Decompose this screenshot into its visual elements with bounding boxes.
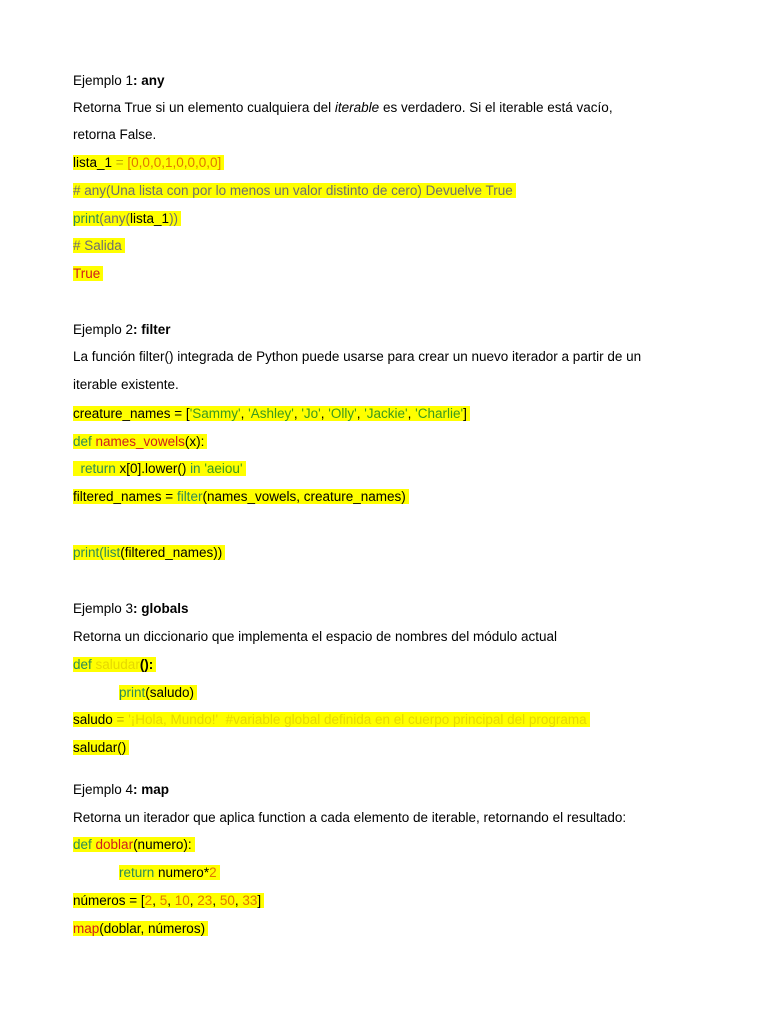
code-string: 'Ashley' [248, 406, 294, 421]
code-comment: # any(Una lista con por lo menos un valor distinto de cero) Devuelve True [73, 183, 513, 198]
code-number: 33 [242, 893, 258, 908]
code-params: (): [139, 657, 154, 672]
example-2-code-line-4 [73, 483, 409, 510]
code-builtin: map [73, 921, 100, 936]
code-builtin: print [119, 685, 146, 700]
code-string: 'Jo' [301, 406, 321, 421]
example-1-code-line-4 [73, 232, 125, 259]
code-separator: , [407, 406, 416, 421]
code-builtin: (any( [99, 211, 131, 226]
code-variable: lista_1 [73, 155, 113, 170]
example-2-code-line-2 [73, 428, 207, 455]
code-keyword: def [73, 837, 96, 852]
example-1-code-line-2 [73, 177, 516, 204]
code-expression: x[0].lower() [115, 461, 191, 476]
example-4-description-line-1: Retorna un iterador que aplica function a cada elemento de iterable, retornando el resultado: [73, 810, 627, 825]
code-builtin: filter [176, 489, 203, 504]
code-number: 10 [174, 893, 190, 908]
code-number: 5 [159, 893, 168, 908]
example-1-code-line-5 [73, 260, 103, 287]
example-2-heading [73, 316, 171, 343]
code-variable: saludo [73, 712, 117, 727]
example-4-code-line-2 [119, 859, 220, 886]
code-output: True [73, 266, 101, 281]
heading-prefix: Ejemplo 1 [73, 73, 134, 88]
example-1-heading [73, 67, 165, 94]
code-operator: = [116, 712, 129, 727]
text: es verdadero. Si el iterable está vacío, [379, 100, 613, 115]
code-builtin: (list [99, 545, 121, 560]
code-comment: # Salida [73, 238, 122, 253]
code-number: 2 [209, 865, 217, 880]
code-number: 50 [219, 893, 235, 908]
code-separator: , [240, 406, 249, 421]
example-3-heading [73, 595, 189, 622]
code-keyword: in [190, 461, 201, 476]
code-separator: , [293, 406, 302, 421]
code-args: (saludo) [145, 685, 195, 700]
code-variable: numero [154, 865, 204, 880]
example-4-heading [73, 776, 169, 803]
code-separator: , [189, 893, 198, 908]
example-1-description-line-1 [73, 94, 613, 121]
example-1-code-line-1 [73, 149, 224, 176]
code-separator: , [167, 893, 175, 908]
code-operator: * [203, 865, 210, 880]
text: Retorna True si un elemento cualquiera del [73, 100, 335, 115]
heading-function-name: : filter [133, 322, 171, 337]
example-4-code-line-1 [73, 831, 195, 858]
code-args: (names_vowels, creature_names) [202, 489, 406, 504]
example-3-code-line-2 [119, 679, 197, 706]
heading-function-name: : any [133, 73, 165, 88]
code-function-name: names_vowels [95, 434, 185, 449]
code-separator: , [152, 893, 160, 908]
code-number: 23 [197, 893, 213, 908]
code-string: 'Charlie' [415, 406, 464, 421]
code-string: '¡Hola, Mundo!' [128, 712, 219, 727]
code-string: 'aeiou' [200, 461, 243, 476]
example-3-code-line-3 [73, 706, 590, 733]
example-1-code-line-3 [73, 205, 181, 232]
code-separator: , [356, 406, 365, 421]
example-2-code-line-1 [73, 400, 470, 427]
heading-function-name: : globals [133, 601, 189, 616]
example-1-description-line-2: retorna False. [73, 127, 157, 142]
code-operator: = [112, 155, 128, 170]
code-punctuation: )) [169, 211, 179, 226]
example-2-description-line-1: La función filter() integrada de Python puede usarse para crear un nuevo iterador a partir de un [73, 349, 642, 364]
example-4-code-line-4 [73, 915, 208, 942]
code-builtin: print [73, 211, 100, 226]
heading-prefix: Ejemplo 4 [73, 782, 134, 797]
code-string: 'Jackie' [364, 406, 408, 421]
code-string: 'Sammy' [189, 406, 241, 421]
code-keyword: def [73, 657, 96, 672]
code-comment: #variable global definida en el cuerpo principal del programa [218, 712, 587, 727]
code-args: (filtered_names)) [120, 545, 223, 560]
code-separator: , [234, 893, 243, 908]
code-list: [0,0,0,1,0,0,0,0] [127, 155, 222, 170]
example-3-code-line-4 [73, 734, 129, 761]
code-indent [73, 461, 81, 476]
code-separator: , [320, 406, 329, 421]
code-string: 'Olly' [328, 406, 357, 421]
italic-text: iterable [334, 100, 380, 115]
code-keyword: def [73, 434, 96, 449]
example-2-code-line-5 [73, 539, 225, 566]
code-variable: lista_1 [130, 211, 170, 226]
code-punctuation: ] [257, 893, 262, 908]
code-keyword: return [119, 865, 155, 880]
code-variable: creature_names = [ [73, 406, 190, 421]
code-number: 2 [144, 893, 153, 908]
code-punctuation: ] [463, 406, 467, 421]
heading-prefix: Ejemplo 3 [73, 601, 134, 616]
heading-function-name: : map [133, 782, 170, 797]
example-3-description-line-1: Retorna un diccionario que implementa el espacio de nombres del módulo actual [73, 629, 558, 644]
heading-prefix: Ejemplo 2 [73, 322, 134, 337]
code-args: (doblar, números) [99, 921, 206, 936]
code-params: (numero): [133, 837, 192, 852]
example-3-code-line-1 [73, 651, 156, 678]
code-variable: números = [ [73, 893, 145, 908]
code-params: (x): [184, 434, 205, 449]
code-builtin: print [73, 545, 100, 560]
code-call: saludar() [73, 740, 127, 755]
code-function-name: doblar [95, 837, 134, 852]
code-function-name: saludar [95, 657, 140, 672]
code-separator: , [212, 893, 220, 908]
example-4-code-line-3 [73, 887, 264, 914]
code-variable: filtered_names = [73, 489, 177, 504]
code-keyword: return [80, 461, 116, 476]
example-2-description-line-2: iterable existente. [73, 377, 179, 392]
example-2-code-line-3 [73, 455, 246, 482]
